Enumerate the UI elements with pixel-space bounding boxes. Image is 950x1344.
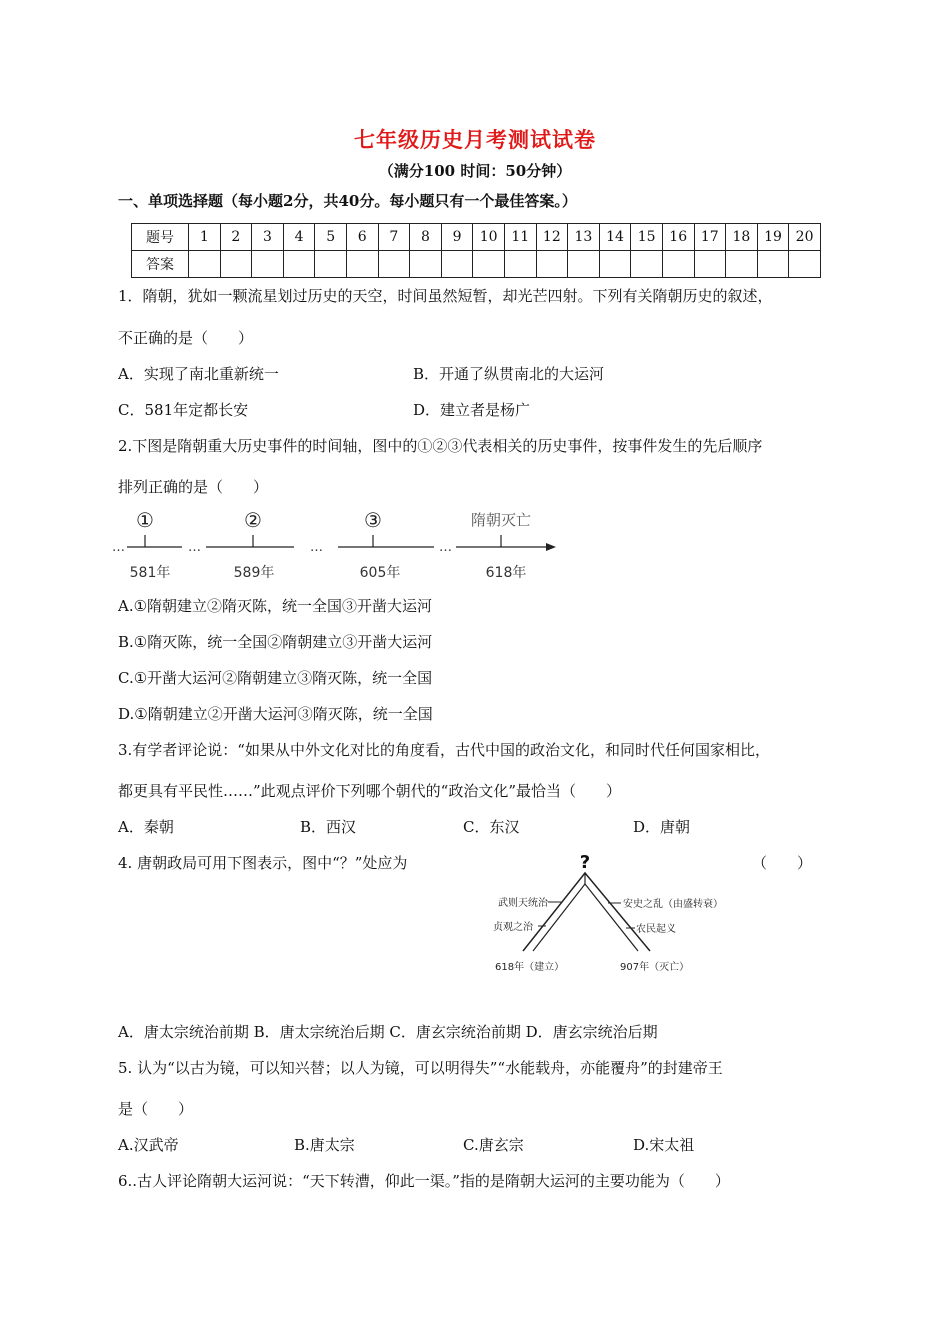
year-label-605: 605年	[359, 565, 401, 581]
label-peasant-uprising: 农民起义	[636, 924, 676, 935]
q5-option-d[interactable]: D.宋太祖	[633, 1136, 695, 1154]
question-number: 11	[504, 224, 536, 251]
question-number: 4	[283, 224, 315, 251]
q3-option-b[interactable]: B．西汉	[300, 818, 357, 836]
question-number: 6	[346, 224, 378, 251]
answer-cell[interactable]	[694, 251, 726, 278]
q2-stem-line2: 排列正确的是（ ）	[118, 478, 269, 496]
question-number: 12	[536, 224, 568, 251]
answer-cell[interactable]	[568, 251, 600, 278]
year-label-589: 589年	[233, 565, 275, 581]
year-label-618: 618年	[485, 565, 527, 581]
event-marker-2: ②	[244, 508, 262, 532]
answer-cell[interactable]	[599, 251, 631, 278]
answer-cell[interactable]	[536, 251, 568, 278]
question-number: 20	[789, 224, 821, 251]
question-number: 16	[662, 224, 694, 251]
label-start-618: 618年（建立）	[495, 962, 565, 973]
sui-timeline-diagram	[110, 505, 570, 585]
question-mark: ?	[579, 852, 591, 873]
q2-option-b[interactable]: B.①隋灭陈，统一全国②隋朝建立③开凿大运河	[118, 633, 433, 651]
q4-stem: 4. 唐朝政局可用下图表示，图中“？”处应为	[118, 854, 408, 872]
answer-cell[interactable]	[378, 251, 410, 278]
q5-stem-line1: 5. 认为“以古为镜，可以知兴替；以人为镜，可以明得失”“水能载舟，亦能覆舟”的封建帝王	[118, 1059, 723, 1077]
answer-cell[interactable]	[410, 251, 442, 278]
q3-stem-line2: 都更具有平民性……”此观点评价下列哪个朝代的“政治文化”最恰当（ ）	[118, 782, 622, 800]
answer-row	[132, 251, 821, 278]
q4-answer-paren: （ ）	[752, 854, 813, 872]
q2-option-c[interactable]: C.①开凿大运河②隋朝建立③隋灭陈，统一全国	[118, 669, 433, 687]
answer-cell[interactable]	[789, 251, 821, 278]
question-number: 1	[189, 224, 221, 251]
answer-cell[interactable]	[283, 251, 315, 278]
q2-option-d[interactable]: D.①隋朝建立②开凿大运河③隋灭陈，统一全国	[118, 705, 433, 723]
answer-cell[interactable]	[346, 251, 378, 278]
answer-cell[interactable]	[441, 251, 473, 278]
q1-stem-line2: 不正确的是（ ）	[118, 329, 254, 347]
answer-cell[interactable]	[726, 251, 758, 278]
page-title: 七年级历史月考测试试卷	[354, 127, 596, 152]
question-number: 8	[410, 224, 442, 251]
q1-option-d[interactable]: D．建立者是杨广	[413, 401, 531, 419]
q5-option-c[interactable]: C.唐玄宗	[463, 1136, 524, 1154]
section-heading: 一、单项选择题（每小题2分，共40分。每小题只有一个最佳答案。）	[118, 192, 577, 210]
question-number: 5	[315, 224, 347, 251]
question-number: 13	[568, 224, 600, 251]
q1-option-c[interactable]: C．581年定都长安	[118, 401, 249, 419]
q4-options[interactable]: A．唐太宗统治前期 B．唐太宗统治后期 C．唐玄宗统治前期 D．唐玄宗统治后期	[118, 1023, 658, 1041]
q6-stem: 6..古人评论隋朝大运河说：“天下转漕，仰此一渠。”指的是隋朝大运河的主要功能为（ ）	[118, 1172, 730, 1190]
answer-cell[interactable]	[315, 251, 347, 278]
answer-table	[131, 223, 821, 278]
question-number: 10	[473, 224, 505, 251]
answer-cell[interactable]	[631, 251, 663, 278]
row-label-answer: 答案	[132, 251, 189, 278]
answer-cell[interactable]	[189, 251, 221, 278]
question-number: 9	[441, 224, 473, 251]
q3-option-a[interactable]: A．秦朝	[118, 818, 174, 836]
q5-option-a[interactable]: A.汉武帝	[118, 1136, 179, 1154]
q5-option-b[interactable]: B.唐太宗	[294, 1136, 355, 1154]
label-zhenguan: 贞观之治	[493, 922, 533, 933]
event-marker-3: ③	[364, 508, 382, 532]
timeline-arrow-icon	[546, 543, 556, 551]
q3-stem-line1: 3.有学者评论说：“如果从中外文化对比的角度看，古代中国的政治文化，和同时代任何国家相比，	[118, 741, 770, 759]
q5-stem-line2: 是（ ）	[118, 1100, 194, 1118]
question-number: 18	[726, 224, 758, 251]
event-marker-1: ①	[136, 508, 154, 532]
year-label-581: 581年	[129, 565, 171, 581]
timeline-ellipsis: …	[188, 540, 201, 555]
label-anshi-rebellion: 安史之乱（由盛转衰）	[623, 899, 723, 910]
q2-option-a[interactable]: A.①隋朝建立②隋灭陈，统一全国③开凿大运河	[118, 597, 433, 615]
exam-info: （满分100 时间：50分钟）	[378, 162, 572, 180]
event-sui-fall: 隋朝灭亡	[470, 511, 532, 529]
timeline-ellipsis: …	[112, 540, 125, 555]
q1-option-a[interactable]: A．实现了南北重新统一	[118, 365, 279, 383]
question-number: 17	[694, 224, 726, 251]
q2-stem-line1: 2.下图是隋朝重大历史事件的时间轴，图中的①②③代表相关的历史事件，按事件发生的先后顺序	[118, 437, 763, 455]
q1-option-b[interactable]: B．开通了纵贯南北的大运河	[413, 365, 605, 383]
timeline-ellipsis: …	[310, 540, 323, 555]
q3-option-d[interactable]: D．唐朝	[633, 818, 691, 836]
answer-cell[interactable]	[252, 251, 284, 278]
answer-cell[interactable]	[662, 251, 694, 278]
answer-cell[interactable]	[473, 251, 505, 278]
question-number: 7	[378, 224, 410, 251]
q1-stem-line1: 1．隋朝，犹如一颗流星划过历史的天空，时间虽然短暂，却光芒四射。下列有关隋朝历史的叙述，	[118, 287, 773, 305]
tang-politics-diagram	[490, 848, 740, 978]
question-number: 19	[757, 224, 789, 251]
label-wu-zetian: 武则天统治	[498, 898, 548, 909]
q3-option-c[interactable]: C．东汉	[463, 818, 520, 836]
answer-cell[interactable]	[220, 251, 252, 278]
question-number: 2	[220, 224, 252, 251]
question-number: 15	[631, 224, 663, 251]
question-number: 14	[599, 224, 631, 251]
answer-cell[interactable]	[757, 251, 789, 278]
timeline-ellipsis: …	[439, 540, 452, 555]
question-number: 3	[252, 224, 284, 251]
answer-cell[interactable]	[504, 251, 536, 278]
label-end-907: 907年（灭亡）	[620, 962, 690, 973]
question-number-row	[132, 224, 821, 251]
row-label-number: 题号	[132, 224, 189, 251]
